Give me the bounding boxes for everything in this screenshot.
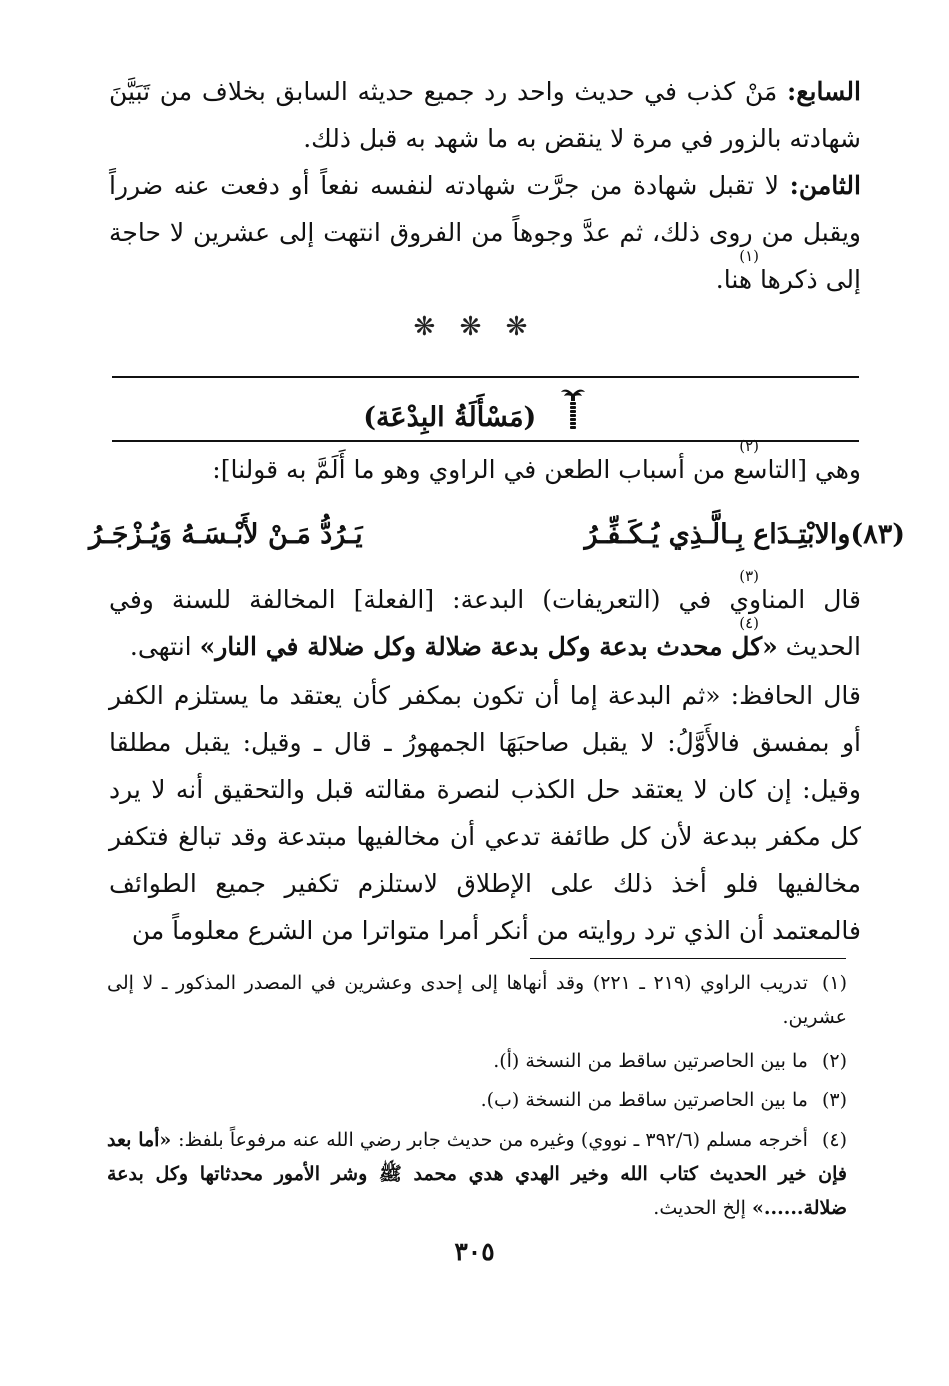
paragraph-text: قال المناوي في (التعريفات) البدعة: [الفعلة]	[353, 585, 861, 614]
paragraph-label: السابع:	[787, 77, 861, 106]
paragraph-text: المخالفة للسنة وفي الحديث	[109, 585, 861, 661]
footnote-number: (١)	[821, 972, 847, 994]
paragraph-text: وهي [التاسع من أسباب الطعن في الراوي وهو ما أَلَمَّ به قولنا]	[220, 455, 861, 484]
footnote-text: ما بين الحاصرتين ساقط من النسخة (أ).	[493, 1050, 808, 1072]
footnote-number: (٣)	[821, 1089, 847, 1111]
heading-rule-top	[112, 376, 859, 378]
paragraph-sabi	[109, 68, 861, 162]
hadith-quote: «كل محدث بدعة وكل بدعة ضلالة وكل ضلالة في النار»	[199, 632, 778, 661]
section-title: (مَسْأَلَةُ البِدْعَة)	[363, 402, 537, 433]
verse-number: (٨٣)	[850, 519, 905, 550]
page-number: ٣٠٥	[454, 1237, 495, 1266]
footnote-tail: إلخ الحديث.	[653, 1197, 752, 1219]
paragraph-end: :	[212, 455, 221, 484]
footnote-number: (٤)	[821, 1129, 848, 1151]
paragraph-thamin: الثامن: لا تقبل شهادة من جرَّت شهادته لنفسه نفعاً أو دفعت عنه ضرراً ويقبل من روى ذلك، ثم عدَّ وجوهاً من الفروق انتهت إلى عشرين لا حاجة إلى ذكرها هنا (١) .	[109, 171, 861, 294]
paragraph-text: قال الحافظ: «ثم البدعة إما أن تكون بمكفر كأن يعتقد ما يستلزم الكفر أو بمفسق فالأَوَّلُ: لا يقبل صاحبَهَا الجمهورُ ـ قال ـ وقيل: يقبل مطلقا وقيل: إن كان لا يعتقد حل الكذب لنصرة مقالته قبل والتحقيق أنه لا يرد كل مكفر ببدعة لأن كل طائفة تدعي أن مخالفيها مبتدعة وقد تبالغ فتكفر مخالفيها فلو أخذ ذلك على الإطلاق لاستلزم تكفير جميع الطوائف فالمعتمد أن الذي ترد روايته من أنكر أمرا متواترا من الشرع معلوماً من	[109, 681, 861, 945]
paragraph-text: انتهى.	[129, 632, 200, 661]
footnote-text: تدريب الراوي (٢١٩ ـ ٢٢١) وقد أنهاها إلى إحدى وعشرين في المصدر المذكور ـ لا إلى عشرين.	[107, 972, 847, 1028]
paragraph-end: .	[715, 265, 724, 294]
footnote-text: ما بين الحاصرتين ساقط من النسخة (ب).	[480, 1089, 808, 1111]
footnote-1	[107, 966, 847, 1034]
verse-hemistich-1: والابْتِـدَاع بِـالَّـذِي يُـكَـفِّـرُ	[584, 519, 851, 550]
verse-first-half	[585, 510, 905, 560]
footnote-4	[107, 1123, 847, 1225]
paragraph-label: الثامن:	[789, 171, 861, 200]
paragraph-munawi: قال المناوي في (التعريفات) البدعة: [الفعلة] (٣) المخالفة للسنة وفي الحديث «كل محدث بدعة وكل بدعة ضلالة وكل ضلالة في النار» (٤) انتهى.	[109, 567, 861, 661]
footnote-hadith: «أما بعد فإن خير الحديث كتاب الله وخير الهدي هدي محمد ﷺ وشر الأمور محدثاتها وكل بدعة ضلالة......»	[107, 1129, 847, 1219]
section-separator: ❋ ❋ ❋	[413, 312, 536, 342]
paragraph-hafiz	[109, 672, 861, 954]
footnote-3	[107, 1083, 847, 1117]
paragraph-text: لا تقبل شهادة من جرَّت شهادته لنفسه نفعاً أو دفعت عنه ضرراً ويقبل من روى ذلك، ثم عدَّ وجوهاً من الفروق انتهت إلى عشرين لا حاجة إلى ذكرها هنا	[109, 171, 861, 294]
footnote-divider	[530, 958, 846, 959]
footnote-text: أخرجه مسلم (٣٩٢/٦ ـ نووي) وغيره من حديث جابر رضي الله عنه مرفوعاً بلفظ:	[178, 1129, 808, 1151]
paragraph-text: مَنْ كذب في حديث واحد رد جميع حديثه السابق بخلاف من تَبَيَّنَ شهادته بالزور في مرة لا ينقض به ما شهد به قبل ذلك.	[109, 77, 861, 153]
paragraph-intro: وهي [التاسع من أسباب الطعن في الراوي وهو ما أَلَمَّ به قولنا] (٢) :	[212, 437, 861, 484]
footnote-number: (٢)	[821, 1050, 847, 1072]
verse-line	[89, 510, 905, 560]
footnote-2	[107, 1044, 847, 1078]
verse-hemistich-2: يَـرُدُّ مَـنْ لأَبْـسَـهُ وَيُـزْجَـرُ	[89, 519, 363, 550]
